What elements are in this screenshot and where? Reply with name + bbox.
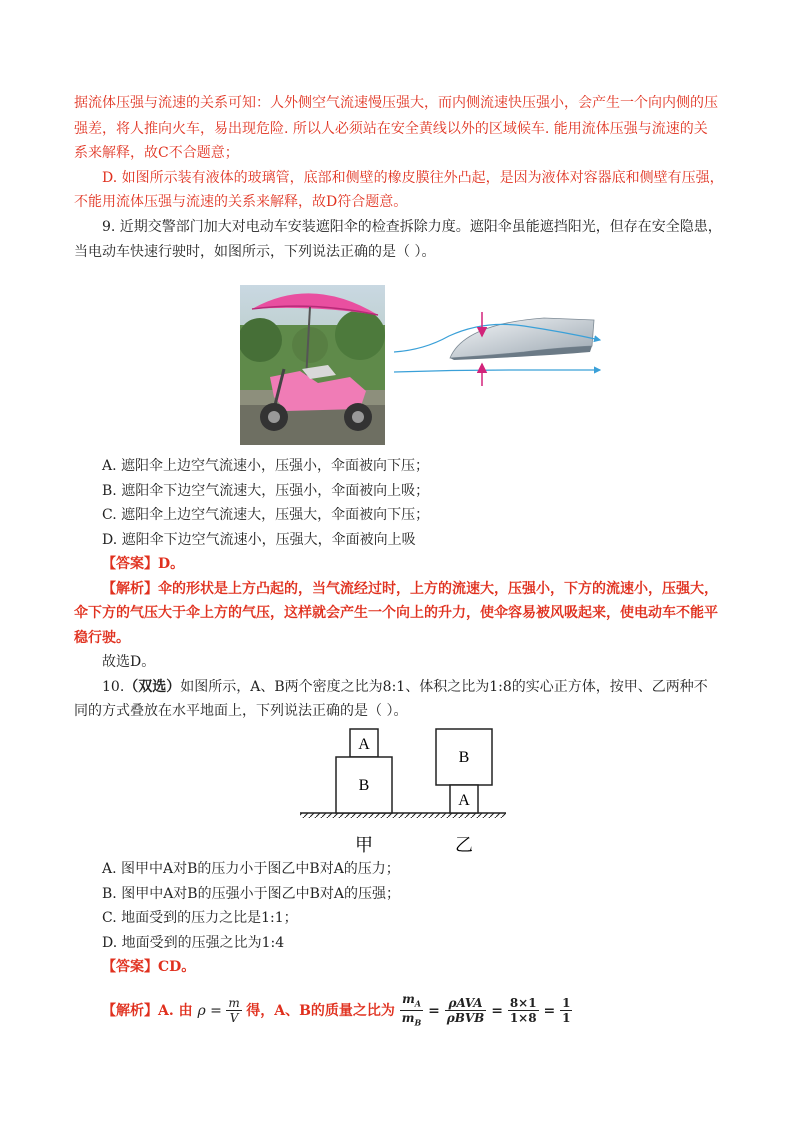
analysis-text: 得，A、B的质量之比为 bbox=[246, 1002, 395, 1019]
analysis-tag: 【解析】 bbox=[102, 1002, 158, 1019]
answer-tag: 【答案】 bbox=[102, 556, 158, 572]
analysis-line bbox=[102, 578, 718, 600]
analysis-line: 稳行驶。 bbox=[74, 630, 130, 646]
option-d: D. 遮阳伞下边空气流速小，压强大，伞面被向上吸 bbox=[102, 532, 416, 548]
question-10-stem: 同的方式叠放在水平地面上，下列说法正确的是（ ）。 bbox=[74, 703, 408, 719]
analysis-line: 系来解释，故C不合题意； bbox=[74, 145, 239, 161]
caption-jia: 甲 bbox=[355, 835, 373, 855]
caption-yi: 乙 bbox=[455, 835, 473, 855]
mass-ratio-formula: $\frac{m_A}{m_B}$ = $\frac{\text{ρAVA}}{\text{ρBVB}}$ = $\frac{8\times 1}{1\times 8}$ = $\frac{1}{1}$ bbox=[401, 992, 571, 1028]
answer-line bbox=[102, 956, 195, 978]
answer-line bbox=[102, 553, 184, 575]
block-b-label: B bbox=[358, 777, 370, 794]
option-b: B. 遮阳伞下边空气流速大，压强小，伞面被向上吸； bbox=[102, 483, 430, 499]
question-9-stem: 9. 近期交警部门加大对电动车安装遮阳伞的检查拆除力度。遮阳伞虽能遮挡阳光，但存在安全隐患， bbox=[102, 219, 722, 235]
analysis-text: 伞的形状是上方凸起的，当气流经过时，上方的流速大，压强小，下方的流速小，压强大， bbox=[158, 581, 718, 597]
option-a: A. 图甲中A对B的压力小于图乙中B对A的压力； bbox=[102, 861, 400, 877]
density-formula: ρ = $\frac{m}{V}$ bbox=[197, 996, 240, 1026]
analysis-formula-line bbox=[102, 992, 572, 1030]
analysis-line: 据流体压强与流速的关系可知：人外侧空气流速慢压强大，而内侧流速快压强小，会产生一个向内侧的压 bbox=[74, 95, 718, 111]
option-a: A. 遮阳伞上边空气流速小，压强小，伞面被向下压； bbox=[102, 458, 430, 474]
analysis-line: D. 如图所示装有液体的玻璃管，底部和侧壁的橡皮膜往外凸起，是因为液体对容器底和侧壁有压强， bbox=[102, 170, 724, 186]
answer-value: D。 bbox=[158, 556, 185, 572]
analysis-line: 强差，将人推向火车，易出现危险. 所以人必须站在安全黄线以外的区域候车. 能用流体压强与流速的关 bbox=[74, 121, 708, 137]
option-b: B. 图甲中A对B的压强小于图乙中B对A的压强； bbox=[102, 886, 400, 902]
option-d: D. 地面受到的压强之比为1:4 bbox=[102, 935, 285, 951]
option-c: C. 遮阳伞上边空气流速大，压强大，伞面被向下压； bbox=[102, 507, 430, 523]
analysis-line: 不能用流体压强与流速的关系来解释，故D符合题意。 bbox=[74, 194, 408, 210]
question-text: 如图所示，A、B两个密度之比为8:1、体积之比为1:8的实心正方体，按甲、乙两种不 bbox=[180, 679, 708, 695]
question-9-stem: 当电动车快速行驶时，如图所示，下列说法正确的是（ ）。 bbox=[74, 244, 436, 260]
block-b-label: B bbox=[458, 749, 470, 766]
airfoil-flow-diagram bbox=[394, 310, 604, 388]
option-c: C. 地面受到的压力之比是1:1； bbox=[102, 910, 298, 926]
analysis-line: 伞下方的气压大于伞上方的气压，这样就会产生一个向上的升力，使伞容易被风吸起来，使电动车不能平 bbox=[74, 605, 718, 621]
answer-value: CD。 bbox=[158, 959, 196, 975]
analysis-tag: 【解析】 bbox=[102, 581, 158, 597]
question-type-tag: （双选） bbox=[124, 679, 181, 695]
analysis-text: A. 由 bbox=[158, 1002, 193, 1019]
choice-line: 故选D。 bbox=[102, 654, 156, 670]
block-a-label: A bbox=[358, 736, 370, 753]
question-10-stem bbox=[102, 676, 708, 698]
block-a-label: A bbox=[458, 792, 470, 809]
question-number: 10. bbox=[102, 679, 125, 695]
stacked-blocks-figure bbox=[298, 727, 508, 857]
scooter-umbrella-photo bbox=[240, 285, 385, 445]
answer-tag: 【答案】 bbox=[102, 959, 158, 975]
